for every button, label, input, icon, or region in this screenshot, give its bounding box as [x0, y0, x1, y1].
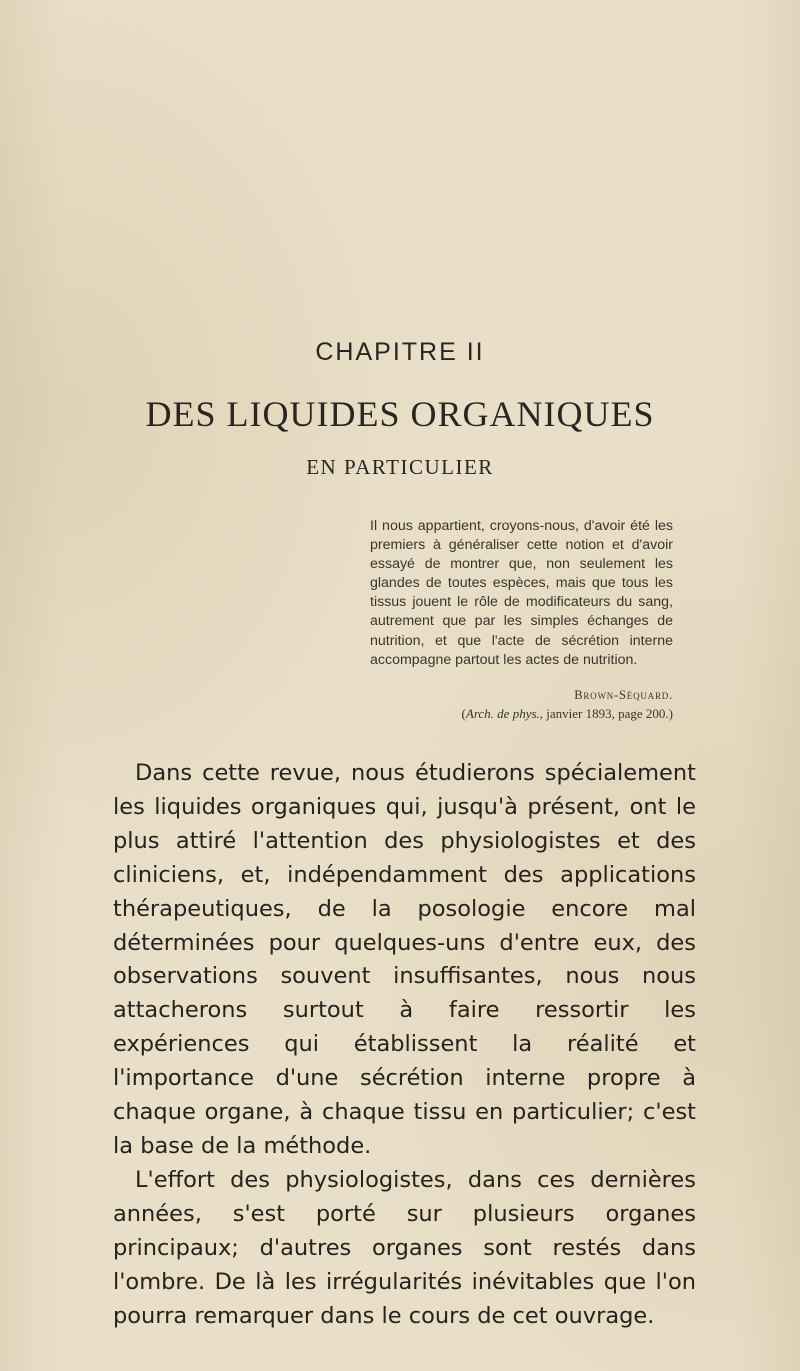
epigraph-source-rest: , janvier 1893, page 200.)	[539, 706, 673, 721]
epigraph-source	[370, 706, 673, 722]
chapter-subtitle: EN PARTICULIER	[306, 455, 494, 479]
body-paragraph-2: L'effort des physiologistes, dans ces dernières années, s'est porté sur plusieurs organes principaux; d'autres organes sont restés dans l'ombre. De là les irrégularités inévitables que l'on pourra remarquer dans le cours de cet ouvrage.	[113, 1166, 696, 1329]
body-text	[113, 757, 696, 1333]
chapter-title: DES LIQUIDES ORGANIQUES	[145, 394, 655, 434]
epigraph-source-title: Arch. de phys.	[465, 706, 540, 721]
epigraph-source-open: (	[461, 706, 466, 721]
chapter-number: CHAPITRE II	[315, 338, 485, 366]
body-paragraph-1: Dans cette revue, nous étudierons spécialement les liquides organiques qui, jusqu'à présent, ont le plus attiré l'attention des physiologistes et des cliniciens, et, indépendamment des applications thérapeutiques, de la posologie encore mal déterminées pour quelques-uns d'entre eux, des observations souvent insuffisantes, nous nous attacherons surtout à faire ressortir les expériences qui établissent la réalité et l'importance d'une sécrétion interne propre à chaque organe, à chaque tissu en particulier; c'est la base de la méthode.	[113, 760, 696, 1159]
epigraph-text: Il nous appartient, croyons-nous, d'avoir été les premiers à généraliser cette notion et d'avoir essayé de montrer que, non seulement les glandes de toutes espèces, mais que tous les tissus jouent le rôle de modificateurs du sang, autrement que par les simples échanges de nutrition, et que l'acte de sécrétion interne accompagne partout les actes de nutrition.	[370, 518, 673, 668]
epigraph-author: Brown-Séquard.	[574, 688, 673, 702]
